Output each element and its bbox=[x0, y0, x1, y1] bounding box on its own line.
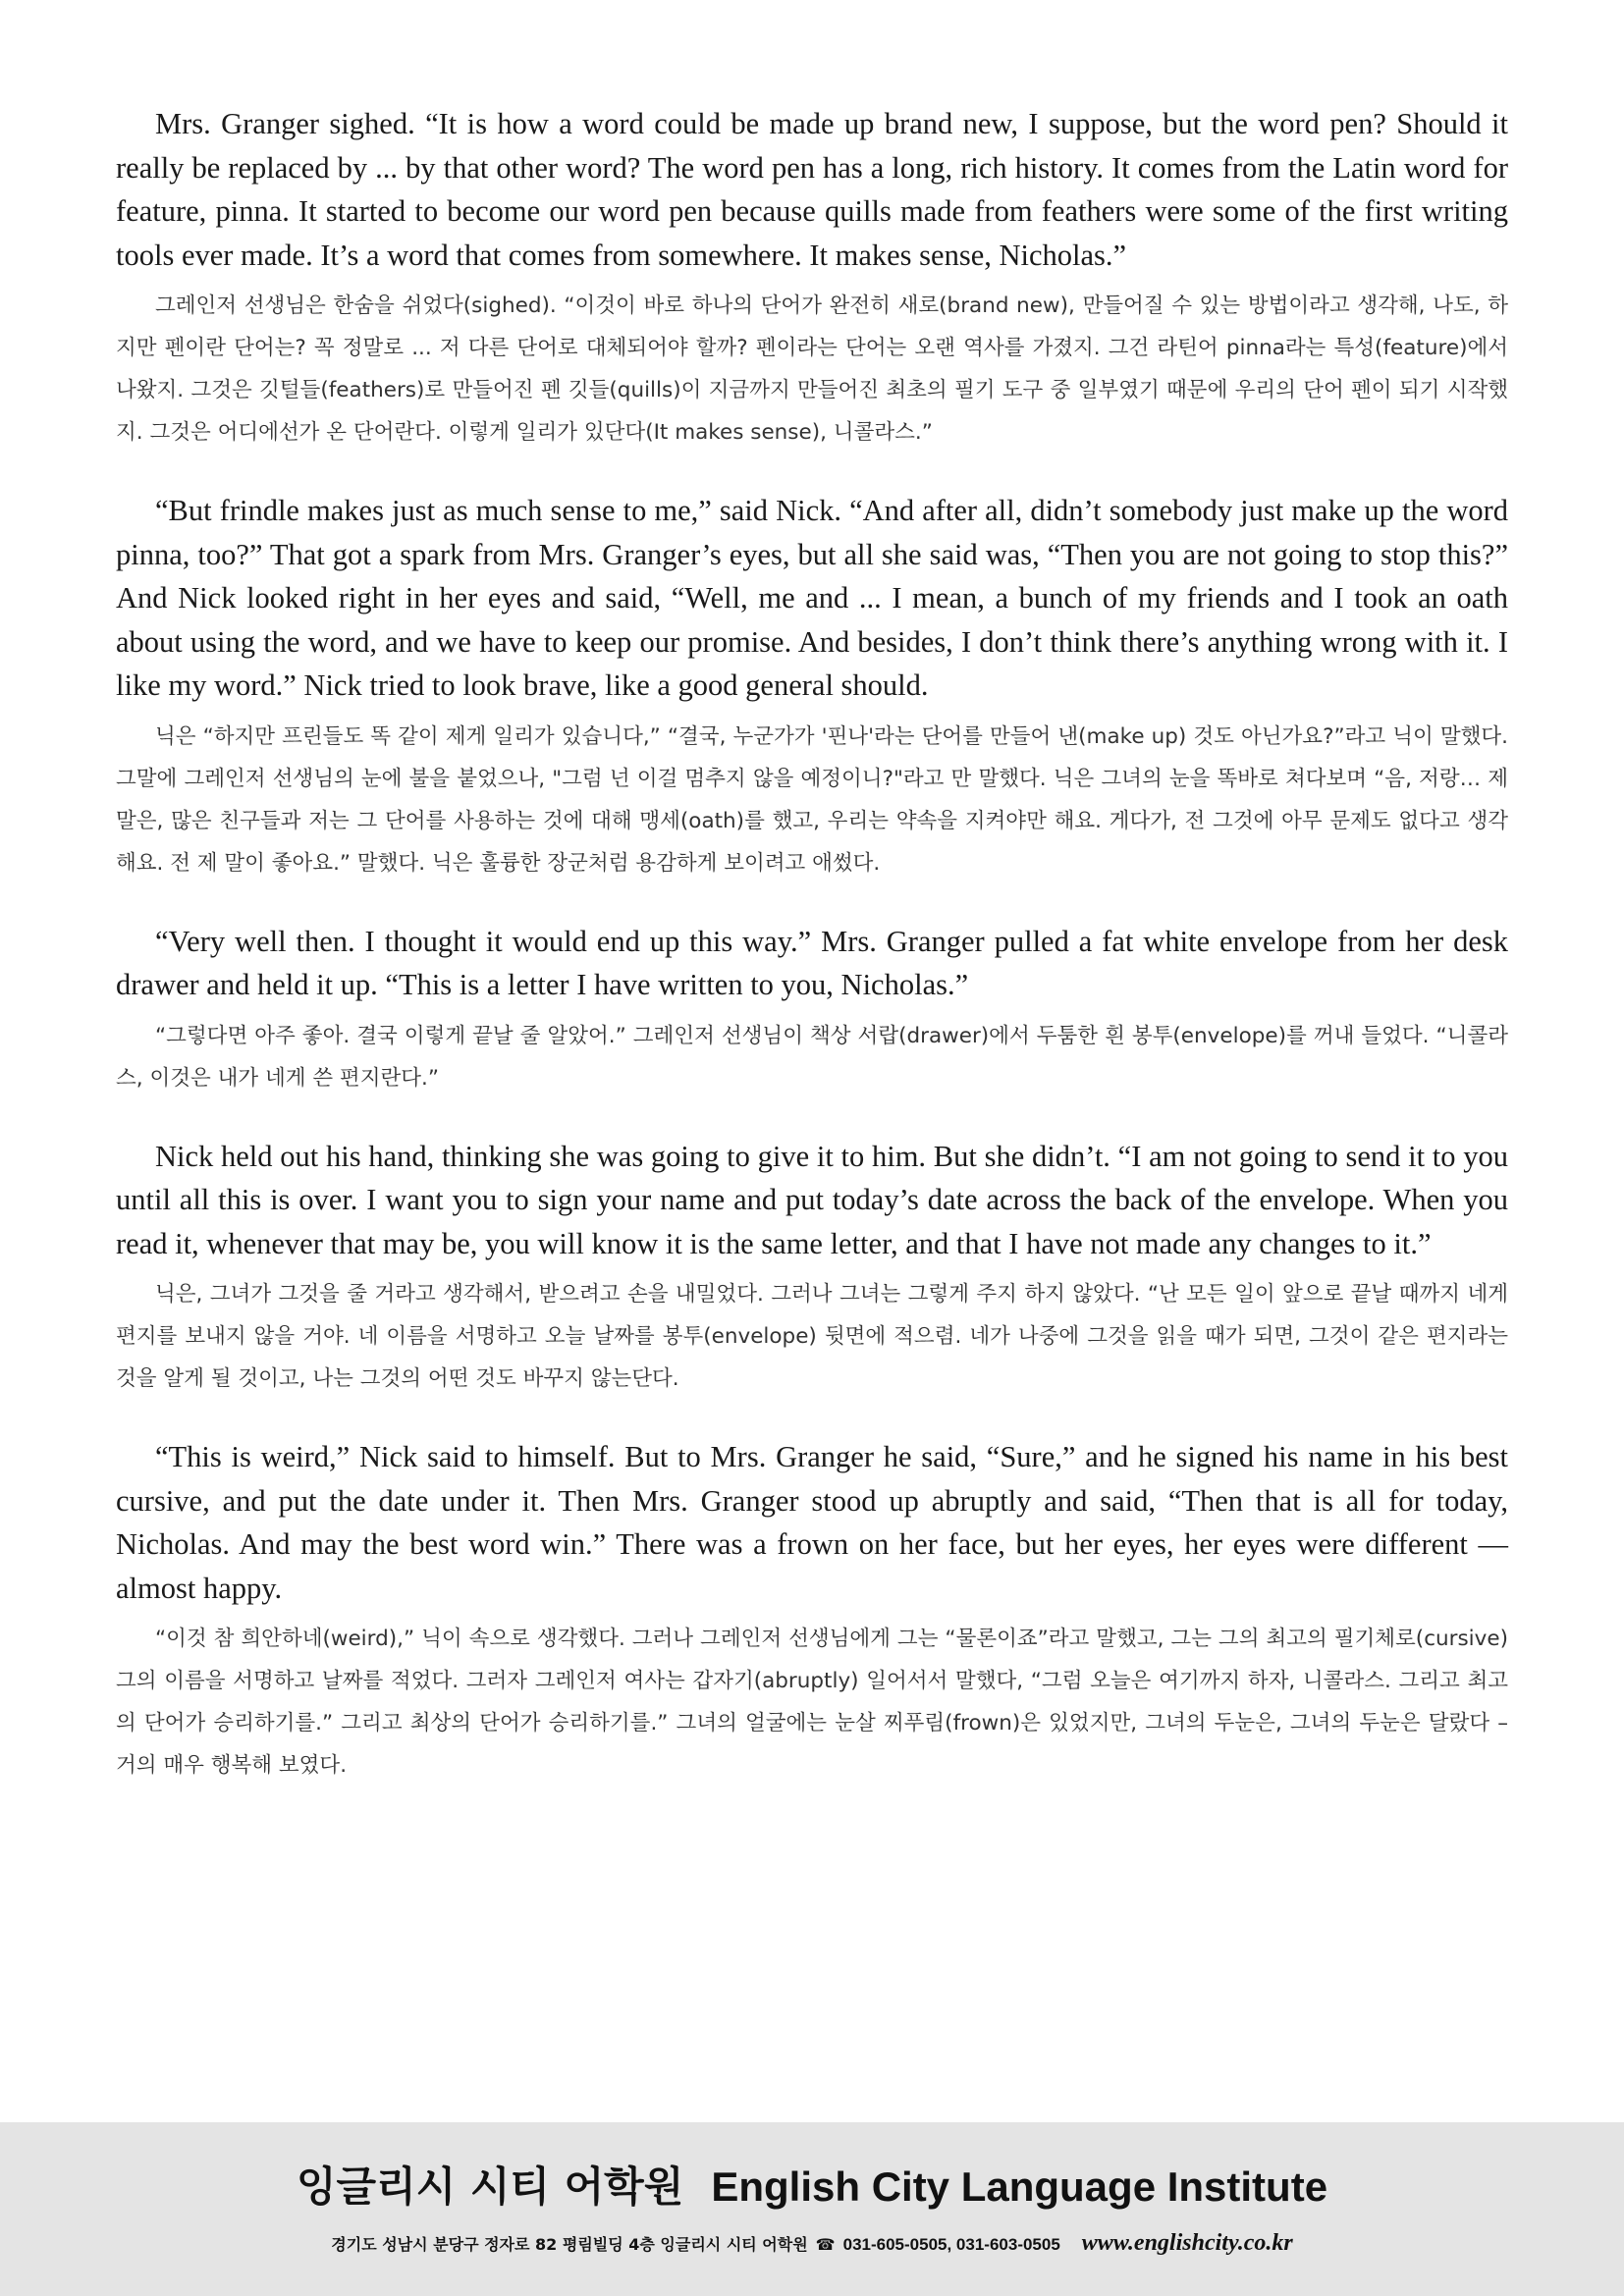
english-paragraph: Nick held out his hand, thinking she was going to give it to him. But she didn’t. “I am not going to send it to you until all this is over. I want you to sign your name and put today’s date across the back of the envelope. When you read it, whenever that may be, you will know it is the same letter, and that I have not made any changes to it.” bbox=[116, 1139, 1508, 1260]
korean-translation: 닉은 “하지만 프린들도 똑 같이 제게 일리가 있습니다,” “결국, 누군가가 '핀나'라는 단어를 만들어 낸(make up) 것도 아닌가요?”라고 닉이 말했다. 그말에 그레인저 선생님의 눈에 불을 붙었으나, "그럼 넌 이걸 멈추지 않을 예정이니?"라고 만 말했다. 닉은 그녀의 눈을 똑바로 쳐다보며 “음, 저랑… 제 말은, 많은 친구들과 저는 그 단어를 사용하는 것에 대해 맹세(oath)를 했고, 우리는 약속을 지켜야만 해요. 게다가, 전 그것에 아무 문제도 없다고 생각해요. 전 제 말이 좋아요.” 말했다. 닉은 훌륭한 장군처럼 용감하게 보이려고 애썼다. bbox=[116, 723, 1508, 876]
page-footer bbox=[0, 2122, 1624, 2296]
institute-name-korean: 잉글리시 시티 어학원 bbox=[296, 2163, 684, 2211]
korean-translation: “이것 참 희안하네(weird),” 닉이 속으로 생각했다. 그러나 그레인저 선생님에게 그는 “물론이죠”라고 말했고, 그는 그의 최고의 필기체로(cursive) 그의 이름을 서명하고 날짜를 적었다. 그러자 그레인저 여사는 갑자기(abruptly) 일어서서 말했다, “그럼 오늘은 여기까지 하자, 니콜라스. 그리고 최고의 단어가 승리하기를.” 그리고 최상의 단어가 승리하기를.” 그녀의 얼굴에는 눈살 찌푸림(frown)은 있었지만, 그녀의 두눈은, 그녀의 두눈은 달랐다 – 거의 매우 행복해 보였다. bbox=[116, 1627, 1508, 1778]
contact-info bbox=[0, 2230, 1624, 2257]
passage-block bbox=[116, 102, 1508, 454]
address-text: 경기도 성남시 분당구 정자로 82 평림빌딩 4층 잉글리시 시티 어학원 bbox=[331, 2235, 808, 2254]
website-url: www.englishcity.co.kr bbox=[1081, 2230, 1293, 2256]
english-paragraph: “But frindle makes just as much sense to me,” said Nick. “And after all, didn’t somebody just make up the word pinna, too?” That got a spark from Mrs. Granger’s eyes, but all she said was, “Then you are not going to stop this?” And Nick looked right in her eyes and said, “Well, me and ... I mean, a bunch of my friends and I took an oath about using the word, and we have to keep our promise. And besides, I don’t think there’s anything wrong with it. I like my word.” Nick tried to look brave, like a good general should. bbox=[116, 494, 1508, 702]
passage-block bbox=[116, 920, 1508, 1099]
english-paragraph: “Very well then. I thought it would end up this way.” Mrs. Granger pulled a fat white envelope from her desk drawer and held it up. “This is a letter I have written to you, Nicholas.” bbox=[116, 924, 1508, 1001]
korean-translation: 닉은, 그녀가 그것을 줄 거라고 생각해서, 받으려고 손을 내밀었다. 그러나 그녀는 그렇게 주지 하지 않았다. “난 모든 일이 앞으로 끝날 때까지 네게 편지를 보내지 않을 거야. 네 이름을 서명하고 오늘 날짜를 봉투(envelope) 뒷면에 적으렴. 네가 나중에 그것을 읽을 때가 되면, 그것이 같은 편지라는 것을 알게 될 것이고, 나는 그것의 어떤 것도 바꾸지 않는단다. bbox=[116, 1282, 1508, 1391]
english-paragraph: “This is weird,” Nick said to himself. But to Mrs. Granger he said, “Sure,” and he signed his name in his best cursive, and put the date under it. Then Mrs. Granger stood up abruptly and said, “Then that is all for today, Nicholas. And may the best word win.” There was a frown on her face, but her eyes, her eyes were different — almost happy. bbox=[116, 1440, 1508, 1605]
korean-translation: “그렇다면 아주 좋아. 결국 이렇게 끝날 줄 알았어.” 그레인저 선생님이 책상 서랍(drawer)에서 두툼한 흰 봉투(envelope)를 꺼내 들었다. “니콜라스, 이것은 내가 네게 쓴 편지란다.” bbox=[116, 1023, 1508, 1091]
institute-name-english: English City Language Institute bbox=[711, 2163, 1328, 2210]
passage-block bbox=[116, 1435, 1508, 1787]
passage-block bbox=[116, 1135, 1508, 1401]
institute-name bbox=[0, 2160, 1624, 2215]
passage-block bbox=[116, 489, 1508, 884]
phone-numbers: 031-605-0505, 031-603-0505 bbox=[842, 2235, 1060, 2254]
reading-content bbox=[116, 102, 1508, 1822]
korean-translation: 그레인저 선생님은 한숨을 쉬었다(sighed). “이것이 바로 하나의 단어가 완전히 새로(brand new), 만들어질 수 있는 방법이라고 생각해, 나도, 하지만 펜이란 단어는? 꼭 정말로 ... 저 다른 단어로 대체되어야 할까? 펜이라는 단어는 오랜 역사를 가졌지. 그건 라틴어 pinna라는 특성(feature)에서 나왔지. 그것은 깃털들(feathers)로 만들어진 펜 깃들(quills)이 지금까지 만들어진 최초의 필기 도구 중 일부였기 때문에 우리의 단어 펜이 되기 시작했지. 그것은 어디에선가 온 단어란다. 이렇게 일리가 있단다(It makes sense), 니콜라스.” bbox=[116, 294, 1508, 445]
english-paragraph: Mrs. Granger sighed. “It is how a word could be made up brand new, I suppose, but the word pen? Should it really be replaced by ... by that other word? The word pen has a long, rich history. It comes from the Latin word for feature, pinna. It started to become our word pen because quills made from feathers were some of the first writing tools ever made. It’s a word that comes from somewhere. It makes sense, Nicholas.” bbox=[116, 107, 1508, 272]
phone-icon: ☎ bbox=[815, 2235, 836, 2254]
